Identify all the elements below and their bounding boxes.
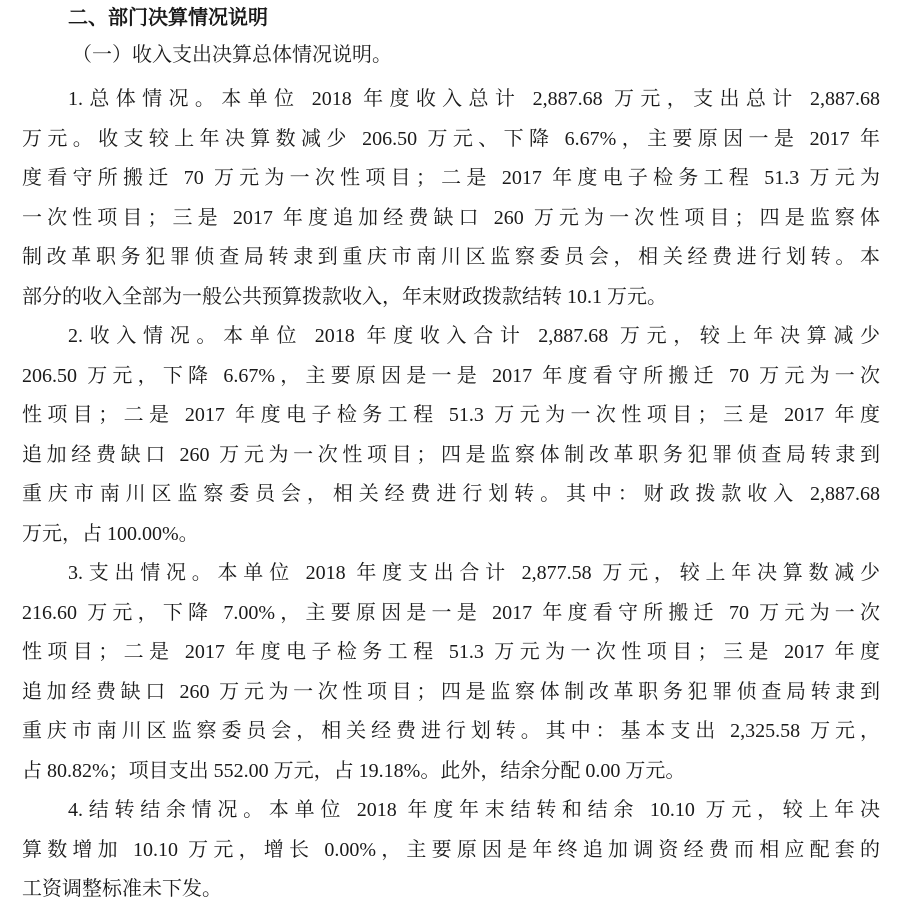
paragraph-overall: [22, 80, 880, 317]
paragraph-line: 重庆市南川区监察委员会，相关经费进行划转。其中：基本支出 2,325.58 万元，: [22, 720, 880, 742]
paragraph-line: 4.结转结余情况。本单位 2018 年度年末结转和结余 10.10 万元，较上年决: [68, 799, 880, 821]
paragraph-line: 工资调整标准未下发。: [22, 878, 222, 900]
paragraph-line: 占 80.82%；项目支出 552.00 万元，占 19.18%。此外，结余分配 0.00 万元。: [22, 759, 686, 782]
document-body: [22, 80, 880, 910]
paragraph-line: 追加经费缺口 260 万元为一次性项目；四是监察体制改革职务犯罪侦查局转隶到: [22, 443, 880, 466]
section-heading: 二、部门决算情况说明: [68, 7, 268, 29]
paragraph-line: 3.支出情况。本单位 2018 年度支出合计 2,877.58 万元，较上年决算数减少: [68, 562, 880, 584]
paragraph-line: 重庆市南川区监察委员会，相关经费进行划转。其中：财政拨款收入 2,887.68: [22, 483, 880, 505]
paragraph-line: 制改革职务犯罪侦查局转隶到重庆市南川区监察委员会，相关经费进行划转。本: [22, 246, 880, 268]
paragraph-line: 性项目；二是 2017 年度电子检务工程 51.3 万元为一次性项目；三是 2017 年度: [22, 641, 880, 663]
document-page: [22, 0, 880, 910]
paragraph-line: 算数增加 10.10 万元，增长 0.00%，主要原因是年终追加调资经费而相应配套的: [22, 838, 880, 861]
paragraph-line: 216.60 万元，下降 7.00%，主要原因是一是 2017 年度看守所搬迁 70 万元为一次: [22, 601, 880, 624]
paragraph-line: 度看守所搬迁 70 万元为一次性项目；二是 2017 年度电子检务工程 51.3 万元为: [22, 167, 880, 189]
paragraph-line: 2.收入情况。本单位 2018 年度收入合计 2,887.68 万元，较上年决算减少: [68, 325, 880, 347]
paragraph-carryover: [22, 791, 880, 910]
paragraph-line: 1.总体情况。本单位 2018 年度收入总计 2,887.68 万元，支出总计 2,887.68: [68, 88, 880, 110]
paragraph-income: [22, 317, 880, 554]
paragraph-line: 万元，占 100.00%。: [22, 522, 199, 545]
paragraph-expenditure: [22, 554, 880, 791]
paragraph-line: 追加经费缺口 260 万元为一次性项目；四是监察体制改革职务犯罪侦查局转隶到: [22, 680, 880, 703]
paragraph-line: 性项目；二是 2017 年度电子检务工程 51.3 万元为一次性项目；三是 2017 年度: [22, 404, 880, 426]
paragraph-line: 一次性项目；三是 2017 年度追加经费缺口 260 万元为一次性项目；四是监察体: [22, 206, 880, 229]
paragraph-line: 206.50 万元，下降 6.67%，主要原因是一是 2017 年度看守所搬迁 70 万元为一次: [22, 364, 880, 387]
paragraph-line: 万元。收支较上年决算数减少 206.50 万元、下降 6.67%，主要原因一是 2017 年: [22, 127, 880, 150]
subsection-heading: （一）收入支出决算总体情况说明。: [72, 44, 392, 66]
paragraph-line: 部分的收入全部为一般公共预算拨款收入，年末财政拨款结转 10.1 万元。: [22, 285, 667, 308]
